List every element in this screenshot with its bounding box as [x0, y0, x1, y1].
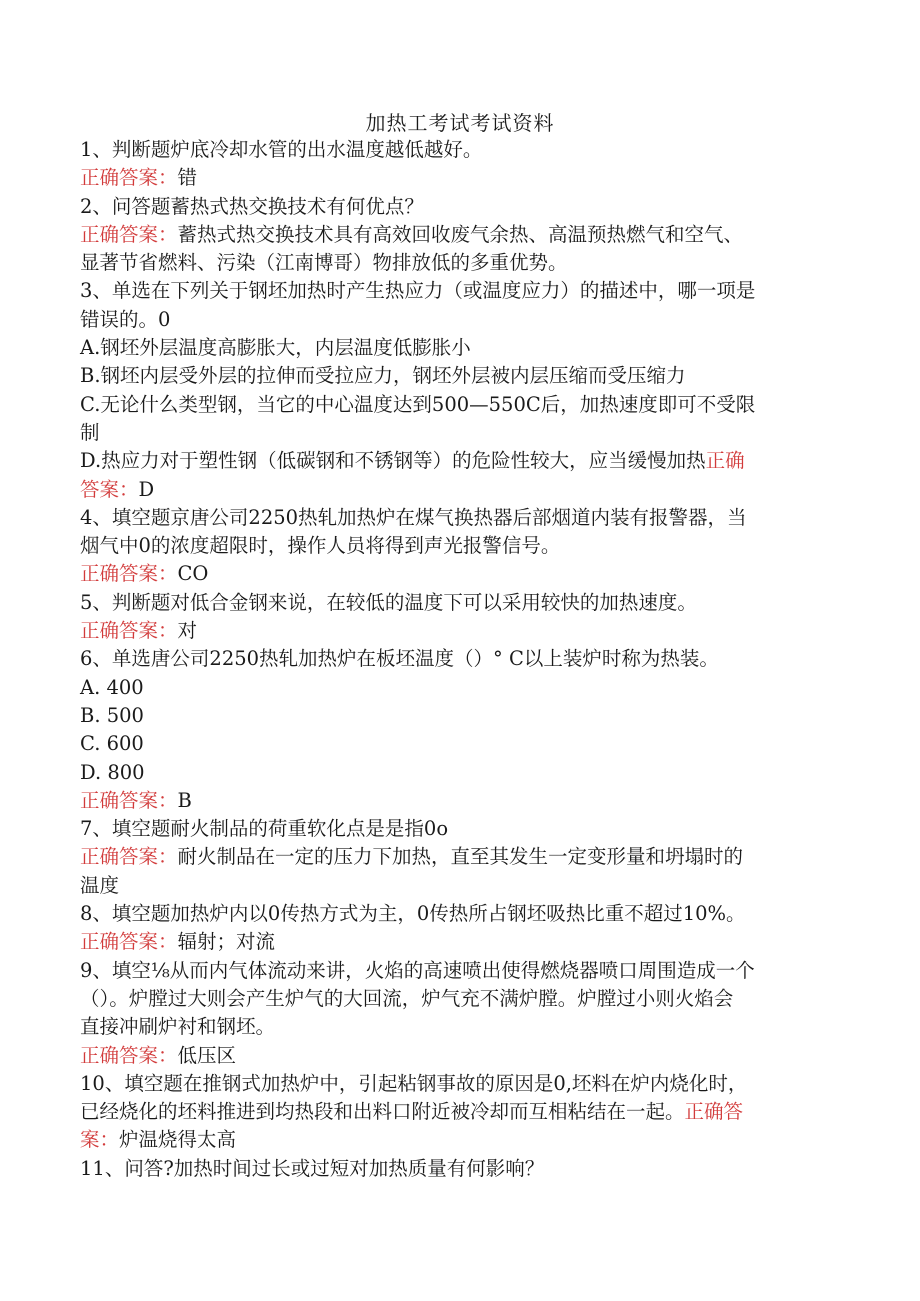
text-segment: A.钢坯外层温度高膨胀大，内层温度低膨胀小	[80, 336, 471, 360]
answer-label: 答案：	[80, 477, 139, 501]
text-line	[80, 872, 840, 900]
text-line	[80, 617, 840, 645]
text-segment: 2、问答题蓄热式热交换技术有何优点？	[80, 194, 424, 218]
answer-label: 正确答案：	[80, 845, 178, 869]
answer-label: 正确	[705, 449, 745, 473]
text-line	[80, 362, 840, 390]
text-line	[80, 249, 840, 277]
answer-label: 正确答	[684, 1100, 744, 1124]
text-line	[80, 391, 840, 419]
text-line	[80, 532, 840, 560]
text-line	[80, 985, 840, 1013]
answer-label: 正确答案：	[80, 166, 178, 190]
text-segment: CO	[177, 562, 209, 586]
text-segment: 10、填空题在推钢式加热炉中，引起粘钢事故的原因是0,坯料在炉内烧化时，	[80, 1071, 748, 1095]
text-line	[80, 815, 840, 843]
text-line	[80, 645, 840, 673]
text-line	[80, 164, 840, 192]
text-segment: 已经烧化的坯料推进到均热段和出料口附近被冷却而互相粘结在一起。	[80, 1100, 685, 1124]
text-segment: 显著节省燃料、污染（江南博哥）物排放低的多重优势。	[80, 251, 568, 275]
text-segment: （）。炉膛过大则会产生炉气的大回流，炉气充不满炉膛。炉膛过小则火焰会	[80, 986, 734, 1010]
text-line	[80, 730, 840, 758]
text-segment: 5、判断题对低合金钢来说，在较低的温度下可以采用较快的加热速度。	[80, 590, 697, 614]
text-line	[80, 957, 840, 985]
text-segment: 8、填空题加热炉内以0传热方式为主，0传热所占钢坯吸热比重不超过10%。	[80, 902, 746, 926]
text-segment: B. 500	[80, 703, 144, 727]
answer-label: 正确答案：	[80, 619, 178, 643]
text-segment: 烟气中0的浓度超限时，操作人员将得到声光报警信号。	[80, 534, 561, 558]
text-line	[80, 843, 840, 871]
text-line	[80, 1042, 840, 1070]
text-line	[80, 674, 840, 702]
text-segment: 炉温烧得太高	[119, 1128, 237, 1152]
text-segment: 辐射；对流	[177, 930, 276, 954]
text-line	[80, 1126, 840, 1154]
text-line	[80, 136, 840, 164]
text-segment: 11、问答?加热时间过长或过短对加热质量有何影响？	[80, 1156, 545, 1180]
text-segment: 3、单选在下列关于钢坯加热时产生热应力（或温度应力）的描述中，哪一项是	[80, 279, 756, 303]
text-line	[80, 759, 840, 787]
answer-label: 正确答案：	[80, 1043, 178, 1067]
text-segment: 错	[177, 166, 198, 190]
text-segment: 低压区	[177, 1043, 237, 1067]
text-segment: 7、填空题耐火制品的荷重软化点是是指0o	[80, 817, 449, 841]
text-line	[80, 193, 840, 221]
text-segment: 错误的。0	[80, 307, 171, 331]
answer-label: 正确答案：	[80, 222, 178, 246]
answer-label: 正确答案：	[80, 930, 178, 954]
text-line	[80, 1070, 840, 1098]
answer-label: 正确答案：	[80, 788, 178, 812]
text-line	[80, 787, 840, 815]
text-line	[80, 928, 840, 956]
text-line	[80, 447, 840, 475]
text-segment: 9、填空⅛从而内气体流动来讲，火焰的高速喷出使得燃烧器喷口周围造成一个	[80, 958, 755, 982]
text-line	[80, 306, 840, 334]
text-segment: 温度	[80, 873, 120, 897]
text-line	[80, 560, 840, 588]
text-segment: D.热应力对于塑性钢（低碳钢和不锈钢等）的危险性较大，应当缓慢加热	[80, 449, 706, 473]
text-segment: B.钢坯内层受外层的拉伸而受拉应力，钢坯外层被内层压缩而受压缩力	[80, 364, 686, 388]
answer-label: 案：	[80, 1128, 120, 1152]
text-line	[80, 1013, 840, 1041]
text-line	[80, 419, 840, 447]
text-segment: 耐火制品在一定的压力下加热，直至其发生一定变形量和坍塌时的	[177, 845, 744, 869]
text-segment: D	[138, 477, 155, 501]
text-segment: B	[177, 788, 192, 812]
text-line	[80, 900, 840, 928]
text-segment: C. 600	[80, 732, 144, 756]
text-segment: 对	[177, 619, 198, 643]
answer-label: 正确答案：	[80, 562, 178, 586]
text-segment: 1、判断题炉底冷却水管的出水温度越低越好。	[80, 138, 483, 161]
text-line	[80, 504, 840, 532]
text-segment: 蓄热式热交换技术具有高效回收废气余热、高温预热燃气和空气、	[177, 222, 744, 246]
text-line	[80, 476, 840, 504]
text-line	[80, 702, 840, 730]
document-title: 加热工考试考试资料	[365, 111, 555, 135]
text-segment: 4、填空题京唐公司2250热轧加热炉在煤气换热器后部烟道内装有报警器，当	[80, 505, 747, 529]
text-line	[80, 334, 840, 362]
text-line	[80, 1155, 840, 1183]
text-line	[80, 221, 840, 249]
document-body	[80, 136, 840, 1183]
text-line	[80, 1098, 840, 1126]
text-segment: 直接冲刷炉衬和钢坯。	[80, 1015, 276, 1039]
text-line	[80, 589, 840, 617]
text-segment: D. 800	[80, 760, 145, 784]
text-segment: A. 400	[80, 675, 144, 699]
text-line	[80, 277, 840, 305]
text-segment: 制	[80, 420, 100, 444]
text-segment: 6、单选唐公司2250热轧加热炉在板坯温度（）° C以上装炉时称为热装。	[80, 647, 719, 671]
text-segment: C.无论什么类型钢，当它的中心温度达到500—550C后，加热速度即可不受限	[80, 392, 756, 416]
